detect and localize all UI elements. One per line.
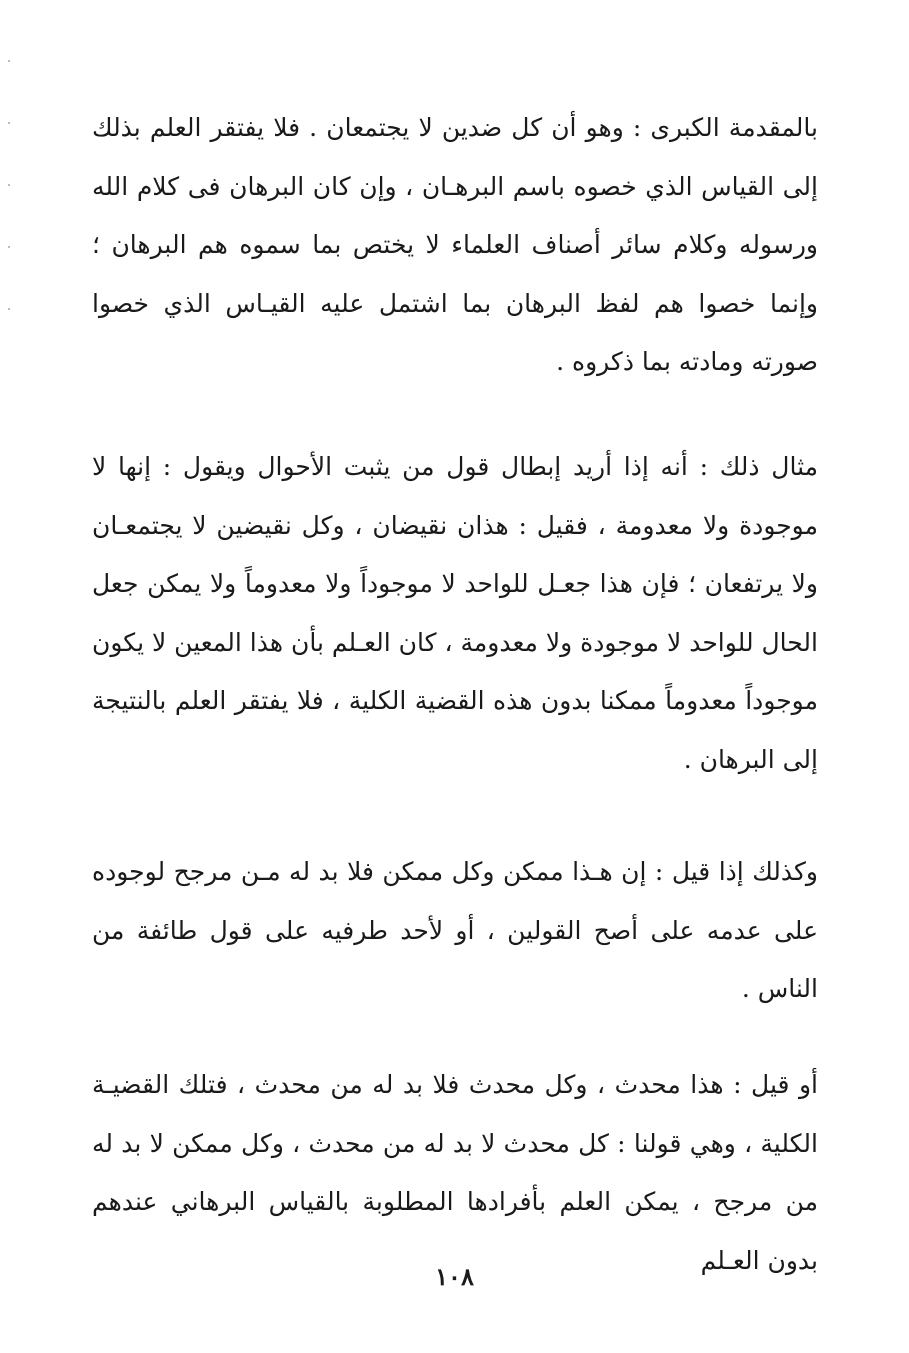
paragraph-4 <box>92 1056 818 1290</box>
margin-mark <box>8 308 10 310</box>
margin-marks <box>8 60 10 400</box>
margin-mark <box>8 184 10 186</box>
paragraph-text: بالمقدمة الكبرى : وهو أن كل ضدين لا يجتمعان . فلا يفتقر العلم بذلك إلى القياس الذي خصوه باسم البرهـان ، وإن كان البرهان فى كلام الله ورسوله وكلام سائر أصناف العلماء لا يختص بما سموه هم البرهان ؛ وإنما خصوا هم لفظ البرهان بما اشتمل عليه القيـاس الذي خصوا صورته ومادته بما ذكروه . <box>92 113 818 376</box>
paragraph-text: أو قيل : هذا محدث ، وكل محدث فلا بد له من محدث ، فتلك القضيـة الكلية ، وهي قولنا : كل محدث لا بد له من محدث ، وكل ممكن لا بد له من مرجح ، يمكن العلم بأفرادها المطلوبة بالقياس البرهاني عندهم بدون العـلم <box>92 1070 818 1275</box>
margin-mark <box>8 122 10 124</box>
paragraph-3 <box>92 843 818 1019</box>
paragraph-text: مثال ذلك : أنه إذا أريد إبطال قول من يثبت الأحوال ويقول : إنها لا موجودة ولا معدومة ، فقيل : هذان نقيضان ، وكل نقيضين لا يجتمعـان ولا يرتفعان ؛ فإن هذا جعـل للواحد لا موجوداً ولا معدوماً ولا يمكن جعل الحال للواحد لا موجودة ولا معدومة ، كان العـلم بأن هذا المعين لا يكون موجوداً معدوماً ممكنا بدون هذه القضية الكلية ، فلا يفتقر العلم بالنتيجة إلى البرهان . <box>91 452 818 774</box>
margin-mark <box>8 246 10 248</box>
paragraph-1 <box>92 99 818 392</box>
paragraph-text: وكذلك إذا قيل : إن هـذا ممكن وكل ممكن فلا بد له مـن مرجح لوجوده على عدمه على أصح القولين ، أو لأحد طرفيه على قول طائفة من الناس . <box>92 857 818 1003</box>
margin-mark <box>8 60 10 62</box>
page-number: ١٠٨ <box>435 1262 474 1291</box>
paragraph-2 <box>92 438 818 789</box>
